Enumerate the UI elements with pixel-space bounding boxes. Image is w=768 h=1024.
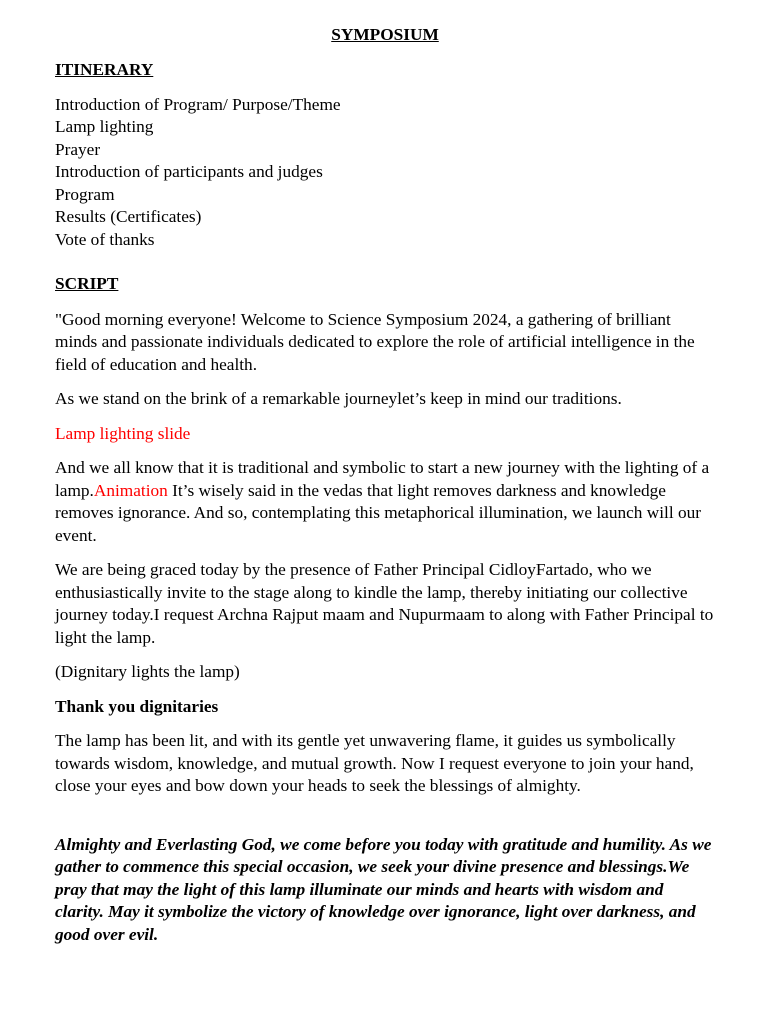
- document-page: [55, 24, 715, 946]
- itinerary-item: Lamp lighting: [55, 117, 154, 136]
- lamp-paragraph-text-end: It’s wisely said in the vedas that light removes darkness and knowledge removes ignorance. And so, contemplating this metaphorical illumination, we launch will our event.: [55, 480, 701, 545]
- itinerary-item: Vote of thanks: [55, 229, 155, 249]
- itinerary-item: Program: [55, 184, 115, 204]
- itinerary-item: Prayer: [55, 139, 101, 159]
- traditions-paragraph: As we stand on the brink of a remarkable journeylet’s keep in mind our traditions.: [55, 389, 622, 408]
- itinerary-item: Introduction of Program/ Purpose/Theme: [55, 94, 341, 114]
- animation-note: Animation: [93, 480, 168, 500]
- welcome-paragraph: "Good morning everyone! Welcome to Science Symposium 2024, a gathering of brilliant minds and passionate individuals dedicated to explore the role of artificial intelligence in the field of education and health.: [55, 309, 695, 374]
- thank-you-line: Thank you dignitaries: [55, 696, 219, 716]
- itinerary-heading: ITINERARY: [55, 60, 154, 79]
- script-heading: SCRIPT: [55, 274, 119, 293]
- itinerary-list: [55, 94, 715, 252]
- prayer-paragraph: Almighty and Everlasting God, we come before you today with gratitude and humility. As we gather to commence this special occasion, we seek your divine presence and blessings.We pray that may the light of this lamp illuminate our minds and hearts with wisdom and clarity. May it symbolize the victory of knowledge over ignorance, light over darkness, and good over evil.: [55, 834, 712, 944]
- lamp-lit-paragraph: The lamp has been lit, and with its gentle yet unwavering flame, it guides us symbolically towards wisdom, knowledge, and mutual growth. Now I request everyone to join your hand, close your eyes and bow down your heads to seek the blessings of almighty.: [55, 731, 694, 795]
- document-title: SYMPOSIUM: [331, 25, 439, 44]
- itinerary-item: Introduction of participants and judges: [55, 162, 323, 181]
- stage-direction: (Dignitary lights the lamp): [55, 662, 240, 681]
- lamp-paragraph-text-start: And we all know that it is traditional and symbolic to start a new journey with the lighting of a lamp.: [55, 458, 710, 500]
- lamp-lighting-slide-note: Lamp lighting slide: [55, 423, 191, 443]
- itinerary-item: Results (Certificates): [55, 207, 202, 226]
- dignitaries-paragraph: We are being graced today by the presence of Father Principal CidloyFartado, who we enthusiastically invite to the stage along to kindle the lamp, thereby initiating our collective journey today.I request Archna Rajput maam and Nupurmaam to along with Father Principal to light the lamp.: [55, 560, 714, 647]
- lamp-paragraph: [55, 457, 715, 547]
